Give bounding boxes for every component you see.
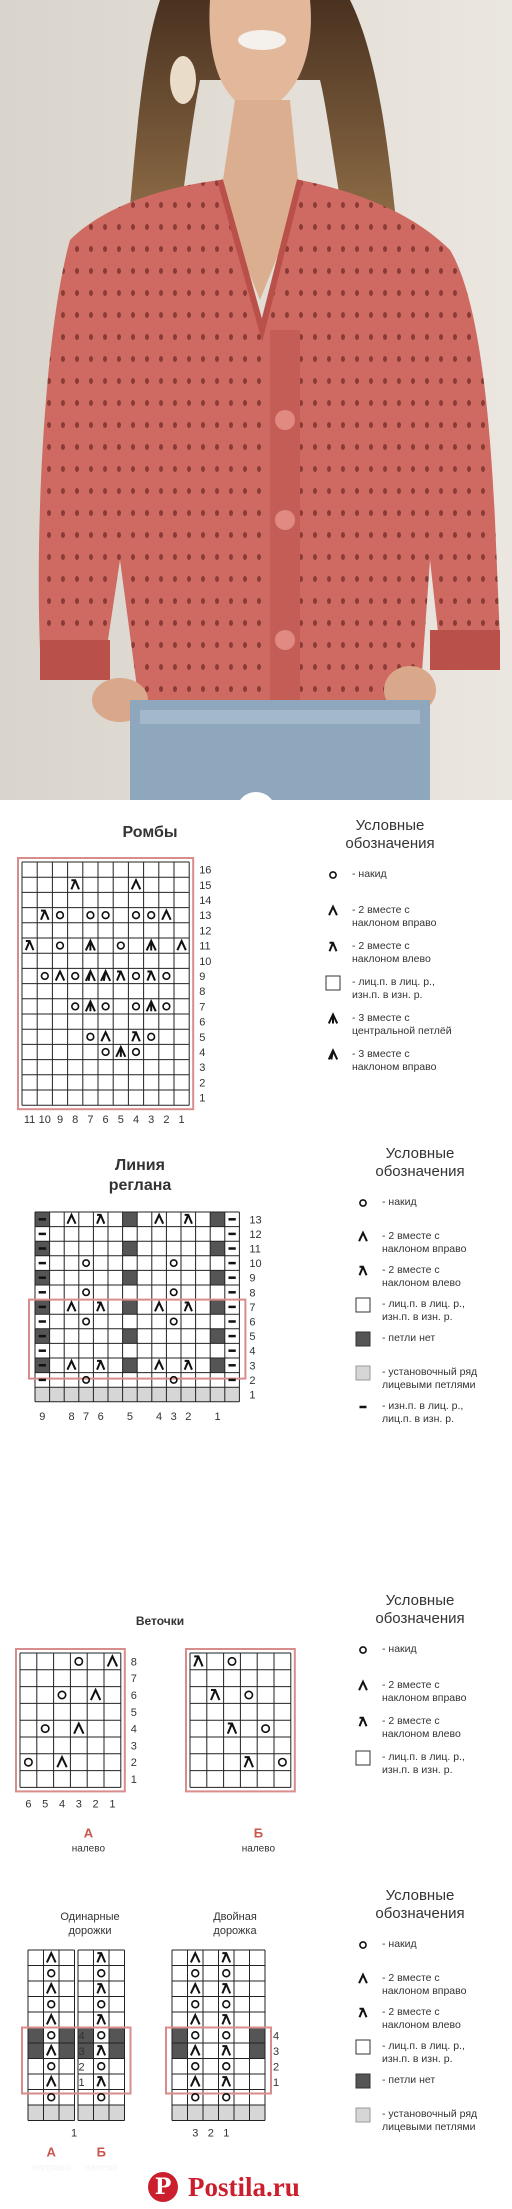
chart-title: Одинарные <box>60 1911 120 1923</box>
yarn-over-symbol <box>228 1658 235 1665</box>
legend-item-text: - 2 вместе с <box>382 1264 440 1276</box>
yarn-over-symbol <box>42 1725 49 1732</box>
no-stitch-cell <box>123 1329 138 1344</box>
yarn-over-symbol <box>133 1049 140 1056</box>
no-stitch-cell <box>28 2043 44 2059</box>
legend-title: обозначения <box>375 1163 465 1180</box>
row-number: 3 <box>199 1062 206 1075</box>
label-a-sub: налево <box>71 1843 106 1855</box>
row-number: 4 <box>249 1345 256 1358</box>
legend-item-text: - накид <box>352 868 387 880</box>
row-number: 7 <box>199 1001 206 1014</box>
yarn-over-symbol <box>117 942 124 949</box>
setup-row-symbol <box>356 1366 370 1380</box>
yarn-over-symbol <box>223 1970 230 1977</box>
row-number: 5 <box>249 1331 256 1344</box>
row-number: 10 <box>199 955 212 968</box>
legend-item-text: - лиц.п. в лиц. р., <box>382 2040 465 2052</box>
legend-item-text: изн.п. в изн. р. <box>382 1764 453 1776</box>
col-number: 2 <box>207 2127 214 2140</box>
row-number: 3 <box>78 2045 85 2058</box>
col-number: 3 <box>170 1410 177 1423</box>
row-number: 12 <box>199 925 212 938</box>
yarn-over-symbol <box>262 1725 269 1732</box>
row-number: 13 <box>199 910 212 923</box>
legend-item-text: - 2 вместе с <box>352 904 410 916</box>
legend-item-text: - изн.п. в лиц. р., <box>382 1400 464 1412</box>
label-b-sub: налево <box>241 1843 276 1855</box>
label-b: Б <box>253 1825 264 1841</box>
k2tog-right-symbol <box>359 1233 367 1241</box>
col-number: 1 <box>70 2127 78 2140</box>
k2tog-right-symbol <box>191 2046 200 2055</box>
k2tog-right-symbol <box>191 1953 200 1962</box>
yarn-over-symbol <box>48 1970 55 1977</box>
row-number: 3 <box>273 2045 280 2058</box>
k2tog-left-symbol <box>117 971 125 980</box>
label-a: А <box>46 2144 56 2160</box>
legend-item-text: - накид <box>382 1196 417 1208</box>
legend-item-text: - лиц.п. в лиц. р., <box>382 1298 465 1310</box>
legend-item-text: - 2 вместе с <box>382 1972 440 1984</box>
k2tog-left-symbol <box>97 2015 105 2024</box>
legend-title: Условные <box>385 1145 455 1162</box>
yarn-over-symbol <box>279 1759 286 1766</box>
row-number: 2 <box>249 1374 256 1387</box>
yarn-over-symbol <box>75 1658 82 1665</box>
label-b: Б <box>96 2144 106 2160</box>
postila-brand: Postila.ru <box>188 2171 300 2202</box>
col-number: 7 <box>83 1410 90 1423</box>
col-number: 8 <box>68 1410 75 1423</box>
yarn-over-symbol <box>102 1049 109 1056</box>
yarn-over-symbol <box>48 2032 55 2039</box>
no-stitch-cell <box>123 1212 138 1227</box>
row-number: 1 <box>249 1389 256 1402</box>
k2tog-right-symbol <box>108 1656 117 1666</box>
k2tog-left-symbol <box>222 2015 230 2024</box>
k2tog-left-symbol <box>194 1656 202 1666</box>
legend-item-text: наклоном влево <box>352 953 431 965</box>
knit-symbol <box>356 2040 370 2054</box>
k2tog-left-symbol <box>26 941 34 950</box>
legend-item-text: наклоном вправо <box>382 1243 467 1255</box>
k2tog-left-symbol <box>360 2009 367 2017</box>
k2tog-left-symbol <box>228 1724 236 1734</box>
col-number: 3 <box>75 1798 82 1811</box>
k2tog-left-symbol <box>330 943 337 951</box>
row-number: 7 <box>249 1301 256 1314</box>
legend-item-text: - 2 вместе с <box>382 1230 440 1242</box>
legend-item-text: - 3 вместе с <box>352 1048 410 1060</box>
row-number: 12 <box>249 1228 262 1241</box>
legend-item-text: - накид <box>382 1938 417 1950</box>
k2tog-left-symbol <box>360 1718 367 1726</box>
k2tog-right-symbol <box>74 1724 83 1734</box>
yarn-over-symbol <box>48 2063 55 2070</box>
k2tog-left-symbol <box>97 1953 105 1962</box>
row-number: 4 <box>273 2030 280 2043</box>
chart-title: Двойная <box>213 1911 257 1923</box>
yarn-over-symbol <box>102 1003 109 1010</box>
legend-item-text: - 3 вместе с <box>352 1012 410 1024</box>
col-number: 1 <box>178 1114 185 1127</box>
yarn-over-symbol <box>133 1003 140 1010</box>
k2tog-left-symbol <box>97 1984 105 1993</box>
yarn-over-symbol <box>48 2001 55 2008</box>
yarn-over-symbol <box>360 1200 366 1206</box>
yarn-over-symbol <box>192 2032 199 2039</box>
k2tog-left-symbol <box>360 1267 367 1275</box>
no-stitch-cell <box>210 1270 225 1285</box>
legend-item-text: - петли нет <box>382 2074 436 2086</box>
yarn-over-symbol <box>87 1033 94 1040</box>
legend-item-text: центральной петлёй <box>352 1025 452 1037</box>
row-number: 10 <box>249 1258 262 1271</box>
k2tog-left-symbol <box>222 1984 230 1993</box>
no-stitch-cell <box>123 1270 138 1285</box>
knit-symbol <box>356 1298 370 1312</box>
knitting-charts <box>0 800 512 2209</box>
yarn-over-symbol <box>223 2032 230 2039</box>
k2tog-right-symbol <box>47 2015 56 2024</box>
legend-title: Условные <box>385 1592 455 1609</box>
row-number: 15 <box>199 879 212 892</box>
row-number: 8 <box>249 1287 256 1300</box>
yarn-over-symbol <box>245 1691 252 1698</box>
legend-item-text: наклоном влево <box>382 1277 461 1289</box>
legend-item-text: - 2 вместе с <box>382 2006 440 2018</box>
legend-item-text: - 2 вместе с <box>382 1715 440 1727</box>
col-number: 2 <box>92 1798 99 1811</box>
col-number: 6 <box>102 1114 109 1127</box>
yarn-over-symbol <box>25 1759 32 1766</box>
k2tog-right-symbol <box>191 2015 200 2024</box>
yarn-over-symbol <box>98 2094 105 2101</box>
col-number: 4 <box>132 1114 140 1127</box>
k2tog-left-symbol <box>71 880 79 889</box>
row-number: 2 <box>130 1757 137 1770</box>
k2tog-right-symbol <box>57 1757 66 1767</box>
legend-item-text: наклоном влево <box>382 1728 461 1740</box>
yarn-over-symbol <box>192 2063 199 2070</box>
no-stitch-cell <box>210 1358 225 1373</box>
col-number: 2 <box>163 1114 170 1127</box>
row-number: 1 <box>78 2076 85 2089</box>
k2tog-right-symbol <box>359 1975 367 1983</box>
chart-title: Ромбы <box>122 824 178 841</box>
legend-item-text: - 2 вместе с <box>352 940 410 952</box>
knit-symbol <box>356 1751 370 1765</box>
no-stitch-cell <box>210 1212 225 1227</box>
yarn-over-symbol <box>72 1003 79 1010</box>
no-stitch-cell <box>210 1329 225 1344</box>
yarn-over-symbol <box>148 912 155 919</box>
k2tog-left-symbol <box>97 2077 105 2086</box>
col-number: 1 <box>109 1798 116 1811</box>
legend-item-text: наклоном вправо <box>352 917 437 929</box>
row-number: 1 <box>130 1774 137 1786</box>
col-number: 11 <box>23 1114 36 1127</box>
k2tog-right-symbol <box>47 2077 56 2086</box>
yarn-over-symbol <box>360 1942 366 1948</box>
row-number: 11 <box>199 940 211 953</box>
col-number: 5 <box>42 1798 49 1811</box>
row-number: 2 <box>78 2061 85 2074</box>
row-number: 8 <box>199 986 206 999</box>
row-number: 16 <box>199 864 212 877</box>
legend-item-text: - накид <box>382 1643 417 1655</box>
no-stitch-cell <box>59 2028 75 2044</box>
legend-title: обозначения <box>375 1610 465 1627</box>
col-number: 6 <box>97 1410 104 1423</box>
row-number: 1 <box>199 1092 206 1105</box>
col-number: 1 <box>214 1410 221 1423</box>
row-number: 8 <box>130 1656 137 1669</box>
yarn-over-symbol <box>133 912 140 919</box>
k3-right-symbol <box>101 971 110 981</box>
col-number: 5 <box>117 1114 124 1127</box>
col-number: 3 <box>192 2127 199 2140</box>
yarn-over-symbol <box>330 872 336 878</box>
col-number: 2 <box>185 1410 192 1423</box>
col-number: 3 <box>148 1114 155 1127</box>
yarn-over-symbol <box>192 2094 199 2101</box>
col-number: 7 <box>87 1114 94 1127</box>
row-number: 9 <box>249 1272 256 1285</box>
no-stitch-cell <box>123 1358 138 1373</box>
k2tog-right-symbol <box>47 1984 56 1993</box>
legend-item-text: - установочный ряд <box>382 1366 478 1378</box>
col-number: 9 <box>39 1410 46 1423</box>
k2tog-right-symbol <box>47 1953 56 1962</box>
yarn-over-symbol <box>148 1033 155 1040</box>
row-number: 7 <box>130 1673 137 1686</box>
yarn-over-symbol <box>57 912 64 919</box>
yarn-over-symbol <box>58 1691 65 1698</box>
yarn-over-symbol <box>360 1647 366 1653</box>
yarn-over-symbol <box>223 2001 230 2008</box>
legend-title: обозначения <box>345 835 435 852</box>
yarn-over-symbol <box>98 2032 105 2039</box>
k2tog-left-symbol <box>147 971 155 980</box>
no-stitch-cell <box>28 2028 44 2044</box>
legend-item-text: изн.п. в изн. р. <box>382 2053 453 2065</box>
row-number: 13 <box>249 1214 262 1227</box>
legend-item-text: лицевыми петлями <box>382 1379 476 1391</box>
label-a: А <box>83 1825 94 1841</box>
yarn-over-symbol <box>98 1970 105 1977</box>
cardigan-photo <box>0 0 512 800</box>
k3-central-symbol <box>147 1002 156 1012</box>
yarn-over-symbol <box>192 2001 199 2008</box>
no-stitch-symbol <box>356 2074 370 2088</box>
row-number: 5 <box>199 1031 206 1044</box>
legend-item-text: наклоном вправо <box>382 1985 467 1997</box>
yarn-over-symbol <box>102 912 109 919</box>
legend-item-text: - 2 вместе с <box>382 1679 440 1691</box>
legend-title: обозначения <box>375 1905 465 1922</box>
setup-row-cell <box>78 2105 125 2121</box>
row-number: 4 <box>130 1723 137 1736</box>
yarn-over-symbol <box>98 2063 105 2070</box>
row-number: 3 <box>130 1740 137 1753</box>
row-number: 2 <box>199 1077 206 1090</box>
legend-item-text: наклоном вправо <box>352 1061 437 1073</box>
k2tog-right-symbol <box>177 941 186 950</box>
row-number: 2 <box>273 2061 280 2074</box>
setup-row-cell <box>28 2105 75 2121</box>
yarn-over-symbol <box>133 973 140 980</box>
k2tog-left-symbol <box>245 1757 253 1767</box>
k2tog-right-symbol <box>191 1984 200 1993</box>
col-number: 5 <box>126 1410 133 1423</box>
col-number: 1 <box>223 2127 230 2140</box>
k2tog-left-symbol <box>222 2077 230 2086</box>
yarn-over-symbol <box>163 973 170 980</box>
k2tog-left-symbol <box>222 1953 230 1962</box>
col-number: 10 <box>38 1114 51 1127</box>
chart-title: дорожка <box>213 1925 257 1937</box>
row-number: 9 <box>199 971 206 983</box>
k2tog-right-symbol <box>56 971 65 980</box>
yarn-over-symbol <box>57 942 64 949</box>
k2tog-left-symbol <box>222 2046 230 2055</box>
no-stitch-cell <box>59 2043 75 2059</box>
row-number: 1 <box>273 2076 280 2089</box>
legend-title: Условные <box>355 817 425 834</box>
yarn-over-symbol <box>223 2063 230 2070</box>
no-stitch-cell <box>172 2028 188 2044</box>
k2tog-left-symbol <box>132 1032 140 1041</box>
yarn-over-symbol <box>98 2001 105 2008</box>
no-stitch-cell <box>250 2028 266 2044</box>
yarn-over-symbol <box>163 1003 170 1010</box>
no-stitch-symbol <box>356 1332 370 1346</box>
postila-logo-icon: P <box>148 2172 178 2202</box>
row-number: 14 <box>199 895 212 907</box>
k2tog-right-symbol <box>162 911 171 920</box>
col-number: 9 <box>56 1114 64 1127</box>
legend-item-text: наклоном влево <box>382 2019 461 2031</box>
k3-central-symbol <box>86 1002 95 1012</box>
k3-central-symbol <box>329 1015 337 1024</box>
k3-right-symbol <box>329 1051 337 1060</box>
legend-item-text: лиц.п. в изн. р. <box>382 1413 455 1425</box>
row-number: 5 <box>130 1706 137 1719</box>
legend-item-text: - лиц.п. в лиц. р., <box>352 976 435 988</box>
k2tog-right-symbol <box>101 1032 110 1041</box>
k2tog-right-symbol <box>91 1690 100 1700</box>
chart-title: реглана <box>108 1177 172 1194</box>
yarn-over-symbol <box>72 973 79 980</box>
no-stitch-cell <box>250 2043 266 2059</box>
legend-item-text: - петли нет <box>382 1332 436 1344</box>
row-number: 11 <box>249 1243 261 1256</box>
no-stitch-cell <box>210 1241 225 1256</box>
col-number: 4 <box>156 1410 163 1423</box>
no-stitch-cell <box>109 2028 125 2044</box>
k2tog-left-symbol <box>41 911 49 920</box>
k3-central-symbol <box>116 1047 125 1057</box>
yarn-over-symbol <box>41 973 48 980</box>
no-stitch-cell <box>210 1300 225 1315</box>
k2tog-right-symbol <box>47 2046 56 2055</box>
legend-item-text: наклоном вправо <box>382 1692 467 1704</box>
chart-title: дорожки <box>68 1925 112 1937</box>
postila-footer[interactable] <box>0 2165 512 2209</box>
no-stitch-cell <box>172 2043 188 2059</box>
chart-title: Веточки <box>135 1614 185 1628</box>
no-stitch-cell <box>123 1241 138 1256</box>
row-number: 4 <box>78 2030 85 2043</box>
legend-item-text: лицевыми петлями <box>382 2121 476 2133</box>
col-number: 6 <box>25 1798 32 1811</box>
legend-item-text: изн.п. в изн. р. <box>352 989 423 1001</box>
row-number: 6 <box>130 1690 137 1702</box>
k2tog-left-symbol <box>97 2046 105 2055</box>
row-number: 6 <box>199 1016 206 1029</box>
col-number: 4 <box>58 1798 66 1811</box>
yarn-over-symbol <box>87 912 94 919</box>
k2tog-right-symbol <box>191 2077 200 2086</box>
k3-right-symbol <box>86 971 95 981</box>
col-number: 8 <box>72 1114 79 1127</box>
k2tog-right-symbol <box>329 907 337 915</box>
legend-item-text: изн.п. в изн. р. <box>382 1311 453 1323</box>
k3-central-symbol <box>86 941 95 951</box>
k2tog-right-symbol <box>132 880 141 889</box>
yarn-over-symbol <box>223 2094 230 2101</box>
row-number: 3 <box>249 1360 256 1373</box>
legend-item-text: - установочный ряд <box>382 2108 478 2120</box>
k2tog-left-symbol <box>211 1690 219 1700</box>
row-number: 4 <box>199 1047 206 1059</box>
knit-symbol <box>326 976 340 990</box>
setup-row-symbol <box>356 2108 370 2122</box>
no-stitch-cell <box>123 1300 138 1315</box>
row-number: 6 <box>249 1316 256 1329</box>
legend-title: Условные <box>385 1887 455 1904</box>
chart-title: Линия <box>115 1157 165 1174</box>
yarn-over-symbol <box>48 2094 55 2101</box>
legend-item-text: - лиц.п. в лиц. р., <box>382 1751 465 1763</box>
k3-central-symbol <box>147 941 156 951</box>
no-stitch-cell <box>109 2043 125 2059</box>
yarn-over-symbol <box>192 1970 199 1977</box>
k2tog-right-symbol <box>359 1682 367 1690</box>
